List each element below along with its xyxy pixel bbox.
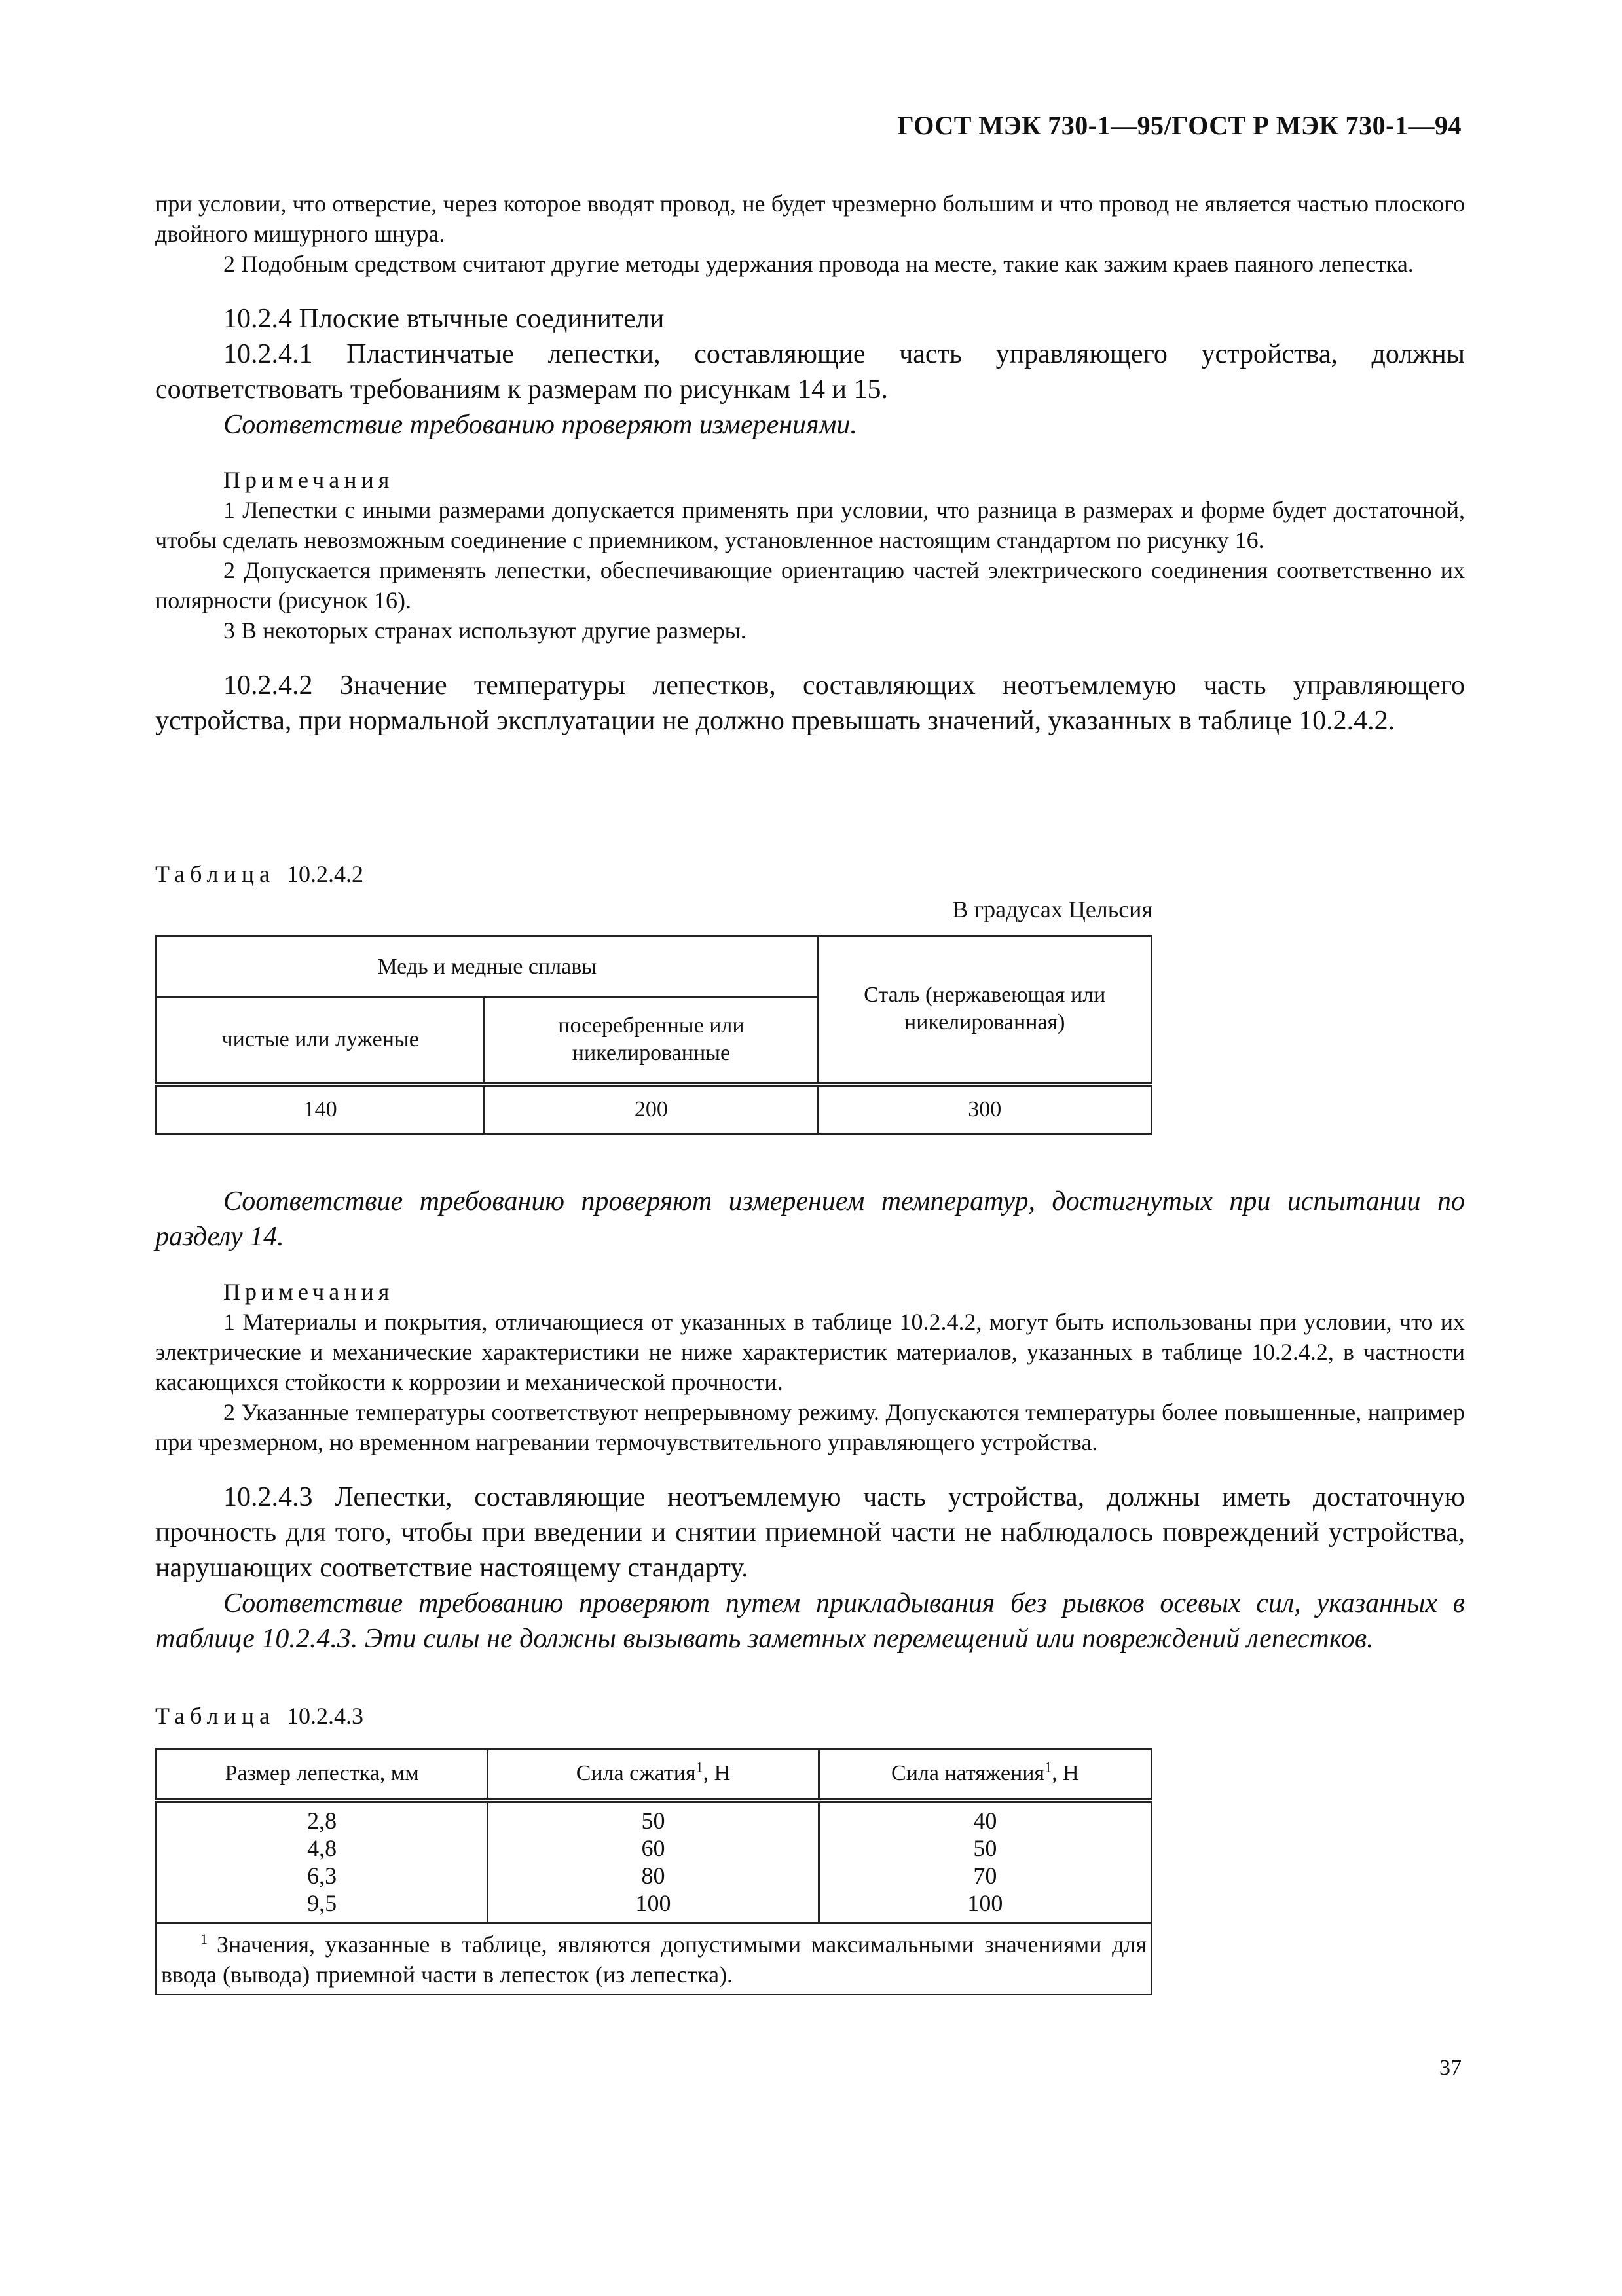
table2-col1-header: Размер лепестка, мм: [157, 1749, 488, 1800]
table1-col3-header: Сталь (нержавеющая или никелированная): [818, 936, 1151, 1084]
section-heading: 10.2.4 Плоские втычные соединители: [223, 304, 665, 334]
table-10-2-4-2-block: [0, 859, 1622, 1135]
table-10-2-4-3-block: [0, 1701, 1622, 1995]
table2-col3-header: Сила натяжения$^1$, Н: [819, 1749, 1151, 1800]
clause-10-2-4-2-check: Соответствие требованию проверяют измерением температур, достигнутых при испытании по разделу 14.: [155, 1186, 1465, 1252]
table-caption-1: Таблица 10.2.4.2: [155, 861, 363, 887]
clause-10-2-4-1-check: Соответствие требованию проверяют измерениями.: [223, 410, 857, 440]
clause-10-2-4-3-check: Соответствие требованию проверяют путем прикладывания без рывков осевых сил, указанных в таблице 10.2.4.3. Эти силы не должны вызывать заметных перемещений или повреждений лепестков.: [155, 1588, 1465, 1654]
intro-note-2: 2 Подобным средством считают другие методы удержания провода на месте, такие как зажим краев паяного лепестка.: [223, 251, 1414, 277]
table-10-2-4-3: [155, 1748, 1152, 1995]
table2-tension-values: 40 50 70 100: [819, 1800, 1151, 1923]
table-10-2-4-2: [155, 935, 1152, 1135]
table1-col1-header: чистые или луженые: [157, 998, 485, 1084]
document-body-2: [155, 1184, 1465, 1656]
table2-footnote: $^1$ Значения, указанные в таблице, являются допустимыми максимальными значениями для ввода (вывода) приемной части в лепесток (из лепестка).: [157, 1923, 1152, 1994]
table1-value-2: 200: [485, 1084, 818, 1134]
note-1-item-3: 3 В некоторых странах используют другие размеры.: [223, 617, 746, 644]
table1-value-3: 300: [818, 1084, 1151, 1134]
note-2-item-2: 2 Указанные температуры соответствуют непрерывному режиму. Допускаются температуры более повышенные, например при чрезмерном, но временном нагревании термочувствительного управляющего устройства.: [155, 1399, 1465, 1455]
table2-col2-header: Сила сжатия$^1$, Н: [488, 1749, 819, 1800]
note-2-item-1: 1 Материалы и покрытия, отличающиеся от указанных в таблице 10.2.4.2, могут быть использованы при условии, что их электрические и механические характеристики не ниже характеристик материалов, указанных в таблице 10.2.4.2, в частности касающихся стойкости к коррозии и механической прочности.: [155, 1309, 1465, 1395]
note-1-item-2: 2 Допускается применять лепестки, обеспечивающие ориентацию частей электрического соединения соответственно их полярности (рисунок 16).: [155, 557, 1465, 613]
table-units: В градусах Цельсия: [952, 896, 1152, 922]
notes-title-1: Примечания: [223, 467, 394, 493]
document-body: [155, 189, 1465, 773]
table2-sizes: 2,8 4,8 6,3 9,5: [157, 1800, 488, 1923]
clause-10-2-4-3: 10.2.4.3 Лепестки, составляющие неотъемлемую часть устройства, должны иметь достаточную прочность для того, чтобы при введении и снятии приемной части не наблюдалось повреждений устройства, нарушающих соответствие настоящему стандарту.: [155, 1482, 1465, 1583]
table1-value-1: 140: [157, 1084, 485, 1134]
clause-10-2-4-1: 10.2.4.1 Пластинчатые лепестки, составляющие часть управляющего устройства, должны соответствовать требованиям к размерам по рисункам 14 и 15.: [155, 339, 1465, 405]
note-1-item-1: 1 Лепестки с иными размерами допускается применять при условии, что разница в размерах и форме будет достаточной, чтобы сделать невозможным соединение с приемником, установленное настоящим стандартом по рисунку 16.: [155, 497, 1465, 553]
notes-title-2: Примечания: [223, 1279, 394, 1305]
document-header: ГОСТ МЭК 730-1—95/ГОСТ Р МЭК 730-1—94: [897, 111, 1462, 140]
table2-compress-values: 50 60 80 100: [488, 1800, 819, 1923]
table1-group-header: Медь и медные сплавы: [157, 936, 819, 998]
clause-10-2-4-2: 10.2.4.2 Значение температуры лепестков, составляющих неотъемлемую часть управляющего устройства, при нормальной эксплуатации не должно превышать значений, указанных в таблице 10.2.4.2.: [155, 670, 1465, 736]
page-number: 37: [1439, 2056, 1462, 2080]
table-caption-2: Таблица 10.2.4.3: [155, 1703, 363, 1729]
intro-paragraph: при условии, что отверстие, через которое вводят провод, не будет чрезмерно большим и что провод не является частью плоского двойного мишурного шнура.: [155, 191, 1465, 247]
table1-col2-header: посеребренные или никелированные: [485, 998, 818, 1084]
